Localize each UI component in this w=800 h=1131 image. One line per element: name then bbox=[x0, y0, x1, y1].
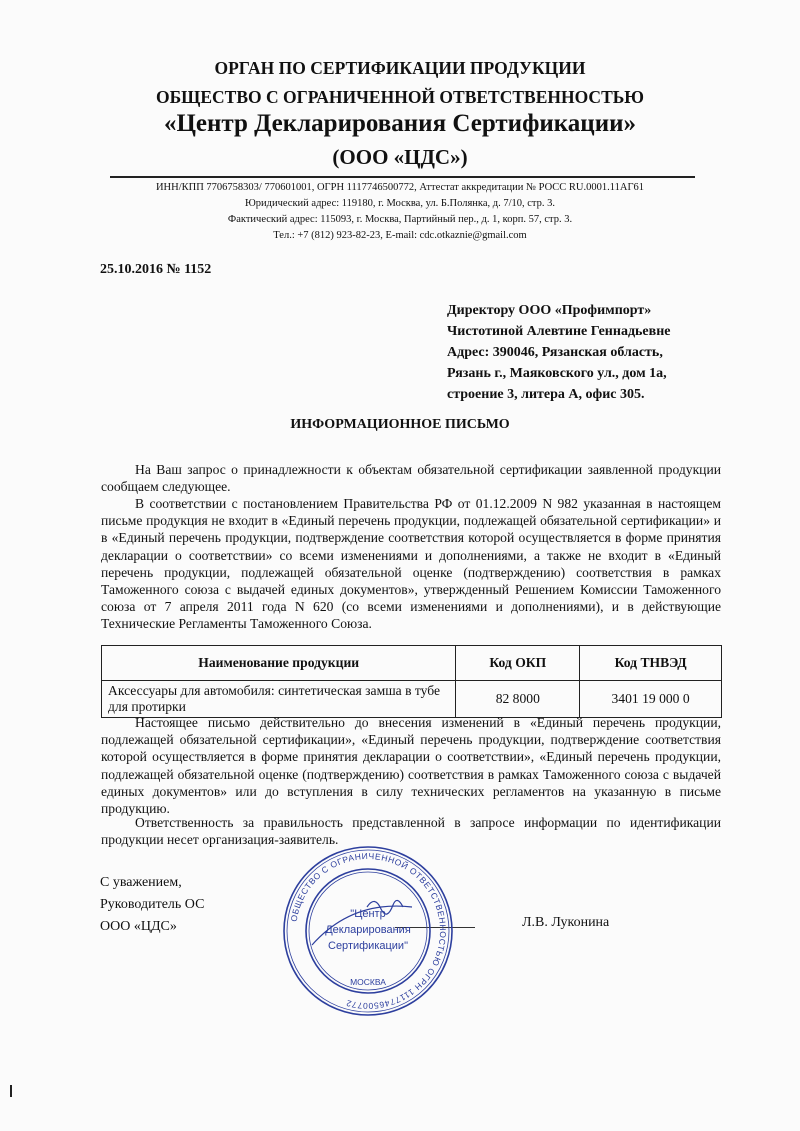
seal-bottom-text: МОСКВА bbox=[350, 977, 386, 987]
addressee-block bbox=[447, 300, 670, 405]
seal-center-text: Декларирования bbox=[325, 924, 411, 936]
scan-mark bbox=[10, 1085, 12, 1097]
letter-date-number: 25.10.2016 № 1152 bbox=[100, 262, 212, 277]
closing-line: С уважением, bbox=[100, 875, 182, 890]
body-paragraph: Ответственность за правильность представленной в запросе информации по идентификации продукции несет организация-заявитель. bbox=[101, 815, 721, 848]
product-table bbox=[101, 645, 722, 718]
signer-name: Л.В. Луконина bbox=[522, 915, 610, 930]
table-header-row bbox=[102, 646, 722, 681]
addressee-line: Адрес: 390046, Рязанская область, bbox=[447, 345, 663, 360]
body-paragraph: На Ваш запрос о принадлежности к объектам обязательной сертификации заявленной продукции сообщаем следующее. bbox=[101, 462, 721, 495]
seal-outer-text-path: ОБЩЕСТВО С ОГРАНИЧЕННОЙ ОТВЕТСТВЕННОСТЬЮ ОГРН 1117746500772 bbox=[288, 850, 449, 1012]
addressee-line: Директору ООО «Профимпорт» bbox=[447, 303, 652, 318]
registration-info: ИНН/КПП 7706758303/ 770601001, ОГРН 1117746500772, Аттестат аккредитации № РОСС RU.0001.11АГ61 bbox=[155, 182, 645, 193]
column-header: Код ТНВЭД bbox=[580, 646, 722, 681]
table-row bbox=[102, 681, 722, 718]
organization-name: «Центр Декларирования Сертификации» bbox=[163, 110, 637, 137]
tnved-code-cell: 3401 19 000 0 bbox=[580, 681, 722, 718]
column-header: Наименование продукции bbox=[102, 646, 456, 681]
body-paragraph: В соответствии с постановлением Правительства РФ от 01.12.2009 N 982 указанная в настоящем письме продукция не входит в «Единый перечень продукции, подлежащей обязательной сертификации» и в «Единый перечень продукции, подтверждение соответствия которой осуществляется в форме принятия декларации о соответствии» со всеми изменениями и дополнениями, а также не входит в «Единый перечень продукции, подлежащей обязательной оценке (подтверждению) соответствия в рамках Таможенного союза с выдачей единых документов», утвержденный Решением Комиссии Таможенного союза от 7 апреля 2011 года N 620 (со всеми изменениями и дополнениями), и в действующие Технические Регламенты Таможенного Союза. bbox=[101, 496, 721, 632]
addressee-line: Чистотиной Алевтине Геннадьевне bbox=[447, 324, 671, 339]
body-paragraph: Настоящее письмо действительно до внесения изменений в «Единый перечень продукции, подлежащей обязательной сертификации», «Единый перечень продукции, подтверждение соответствия которой осуществляется в форме принятия декларации о соответствии», «Единый перечень продукции, подлежащей обязательной оценке (подтверждению) соответствия в рамках Таможенного союза с выдачей единых документов» или до вступления в силу технических регламентов на указанную в письме продукцию. bbox=[101, 715, 721, 817]
header-divider bbox=[110, 176, 695, 178]
legal-address: Юридический адрес: 119180, г. Москва, ул. Б.Полянка, д. 7/10, стр. 3. bbox=[244, 198, 556, 209]
seal-center-text: Сертификации" bbox=[328, 940, 408, 952]
header-line-1: ОРГАН ПО СЕРТИФИКАЦИИ ПРОДУКЦИИ bbox=[214, 58, 586, 78]
organization-short-name: (ООО «ЦДС») bbox=[332, 145, 468, 169]
organization-seal bbox=[282, 845, 454, 1017]
addressee-line: Рязань г., Маяковского ул., дом 1а, bbox=[447, 366, 667, 381]
okp-code-cell: 82 8000 bbox=[456, 681, 580, 718]
letter-title: ИНФОРМАЦИОННОЕ ПИСЬМО bbox=[290, 417, 510, 432]
addressee-line: строение 3, литера А, офис 305. bbox=[447, 387, 645, 402]
column-header: Код ОКП bbox=[456, 646, 580, 681]
closing-line: ООО «ЦДС» bbox=[100, 919, 177, 934]
closing-line: Руководитель ОС bbox=[100, 897, 205, 912]
contact-info: Тел.: +7 (812) 923-82-23, E-mail: cdc.otkaznie@gmail.com bbox=[273, 230, 527, 241]
header-line-2: ОБЩЕСТВО С ОГРАНИЧЕННОЙ ОТВЕТСТВЕННОСТЬЮ bbox=[155, 87, 645, 107]
actual-address: Фактический адрес: 115093, г. Москва, Партийный пер., д. 1, корп. 57, стр. 3. bbox=[227, 214, 573, 225]
product-name-cell: Аксессуары для автомобиля: синтетическая замша в тубе для протирки bbox=[102, 681, 456, 718]
closing-block bbox=[100, 872, 204, 938]
seal-center-text: "Центр bbox=[350, 908, 386, 920]
